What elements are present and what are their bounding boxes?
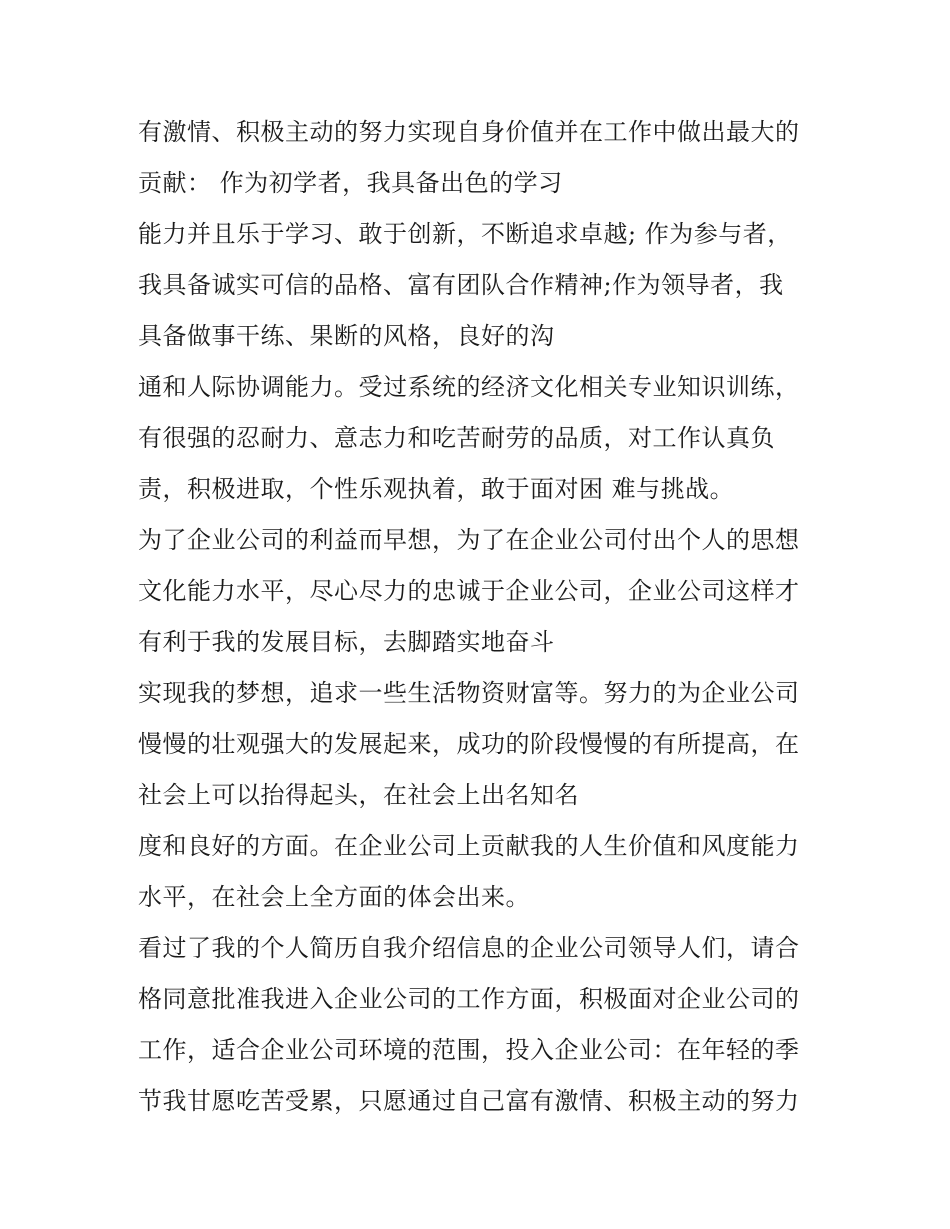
document-body xyxy=(138,107,818,1127)
text-line: 慢慢的壮观强大的发展起来，成功的阶段慢慢的有所提高，在 xyxy=(138,730,800,758)
text-line: 文化能力水平，尽心尽力的忠诚于企业公司，企业公司这样才 xyxy=(138,577,800,605)
text-line: 有利于我的发展目标，去脚踏实地奋斗 xyxy=(138,628,555,656)
text-line: 责，积极进取，个性乐观执着，敢于面对困 难与挑战。 xyxy=(138,475,735,503)
text-line: 看过了我的个人简历自我介绍信息的企业公司领导人们，请合 xyxy=(138,934,800,962)
text-line: 工作，适合企业公司环境的范围，投入企业公司：在年轻的季 xyxy=(138,1036,800,1064)
text-line: 水平，在社会上全方面的体会出来。 xyxy=(138,883,530,911)
text-line: 有激情、积极主动的努力实现自身价值并在工作中做出最大的 xyxy=(138,118,800,146)
text-line: 节我甘愿吃苦受累，只愿通过自己富有激情、积极主动的努力 xyxy=(138,1087,800,1115)
text-line: 我具备诚实可信的品格、富有团队合作精神;作为领导者，我 xyxy=(138,271,784,299)
text-line: 具备做事干练、果断的风格，良好的沟 xyxy=(138,322,555,350)
text-line: 度和良好的方面。在企业公司上贡献我的人生价值和风度能力 xyxy=(138,832,800,860)
text-line: 能力并且乐于学习、敢于创新，不断追求卓越; 作为参与者， xyxy=(138,220,792,248)
text-line: 通和人际协调能力。受过系统的经济文化相关专业知识训练， xyxy=(138,373,800,401)
text-line: 有很强的忍耐力、意志力和吃苦耐劳的品质，对工作认真负 xyxy=(138,424,775,452)
text-line: 贡献： 作为初学者，我具备出色的学习 xyxy=(138,169,563,197)
text-line: 为了企业公司的利益而早想，为了在企业公司付出个人的思想 xyxy=(138,526,800,554)
text-line: 实现我的梦想，追求一些生活物资财富等。努力的为企业公司 xyxy=(138,679,800,707)
text-line: 社会上可以抬得起头，在社会上出名知名 xyxy=(138,781,579,809)
text-line: 格同意批准我进入企业公司的工作方面，积极面对企业公司的 xyxy=(138,985,800,1013)
